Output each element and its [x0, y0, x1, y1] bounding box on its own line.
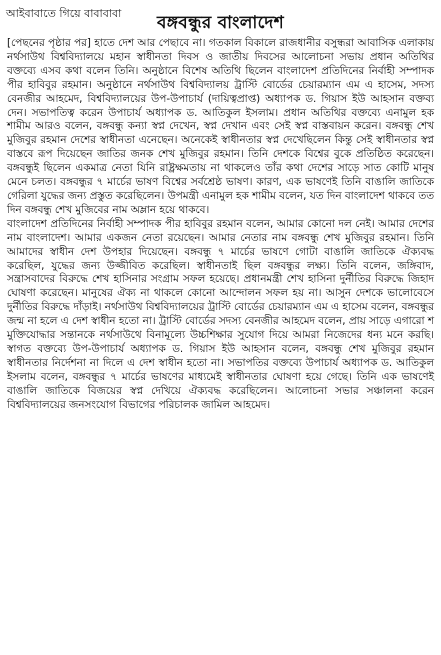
continuation-reference: [পেছনের পৃষ্ঠার পর]	[7, 37, 91, 49]
article-headline: বঙ্গবন্ধুর বাংলাদেশ	[156, 13, 285, 33]
article-body	[0, 37, 441, 412]
paragraph-text: বাংলাদেশ প্রতিদিনের নির্বাহী সম্পাদক পীর হাবিবুর রহমান বলেন, আমার কোনো দল নেই। আমার দেশের নাম বাংলাদেশ। আমার একজন নেতা রয়েছেন। আমার নেতার নাম বঙ্গবন্ধু শেখ মুজিবুর রহমান। তিনি আমাদের স্বাধীন দেশ উপহার দিয়েছেন। বঙ্গবন্ধু ৭ মার্চের ভাষণে গোটা বাঙালি জাতিকে ঐক্যবদ্ধ করেছিল, যুদ্ধের জন্য উজ্জীবিত করেছিল। স্বাধীনতাই ছিল বঙ্গবন্ধুর লক্ষ্য। তিনি বলেন, জঙ্গিবাদ, সন্ত্রাসবাদের বিরুদ্ধে শেখ হাসিনার সংগ্রাম সফল হয়েছে। প্রধানমন্ত্রী শেখ হাসিনা দুর্নীতির বিরুদ্ধে জিহাদ ঘোষণা করেছেন। মানুষের ঐক্য না থাকলে কোনো আন্দোলন সফল হয় না। আসুন দেশকে ভালোবেসে দুর্নীতির বিরুদ্ধে দাঁড়াই। নর্থসাউথ বিশ্ববিদ্যালয়ের ট্রাস্টি বোর্ডের চেয়ারম্যান এম এ হাসেম বলেন, বঙ্গবন্ধুর জন্ম না হলে এ দেশ স্বাধীন হতো না। ট্রাস্টি বোর্ডের সদস্য বেনজীর আহমেদ বলেন, প্রায় সাড়ে এগারো শ মুক্তিযোদ্ধার সন্তানকে নর্থসাউথে বিনামূল্যে উচ্চশিক্ষার সুযোগ দিয়ে আমরা নিজেদের ধন্য মনে করছি। স্বাগত বক্তব্যে উপ-উপাচার্য অধ্যাপক ড. গিয়াস ইউ আহসান বলেন, বঙ্গবন্ধু শেখ মুজিবুর রহমান স্বাধীনতার নির্দেশনা না দিলে এ দেশ স্বাধীন হতো না। সভাপতির বক্তব্যে উপাচার্য অধ্যাপক ড. আতিকুল ইসলাম বলেন, বঙ্গবন্ধুর ৭ মার্চের ভাষণের মাধ্যমেই স্বাধীনতার ঘোষণা হয়ে গেছে। তিনি এক ভাষণেই বাঙালি জাতিকে বিজয়ের স্বপ্ন দেখিয়ে ঐক্যবদ্ধ করেছিলেন। আলোচনা সভার সঞ্চালনা করেন বিশ্ববিদ্যালয়ের জনসংযোগ বিভাগের পরিচালক জামিল আহমেদ।	[7, 217, 434, 411]
paragraph-text: হাতে দেশ আর পেছাবে না। গতকাল বিকালে রাজধানীর বসুন্ধরা আবাসিক এলাকায় নর্থসাউথ বিশ্ববিদ্যালয়ে মহান স্বাধীনতা দিবস ও জাতীয় দিবসের আলোচনা সভায় প্রধান অতিথির বক্তব্যে এসব কথা বলেন তিনি। অনুষ্ঠানে বিশেষ অতিথি ছিলেন বাংলাদেশ প্রতিদিনের নির্বাহী সম্পাদক পীর হাবিবুর রহমান। অনুষ্ঠানে নর্থসাউথ বিশ্ববিদ্যালয় ট্রাস্টি বোর্ডের চেয়ারম্যান এম এ হাসেম, সদস্য বেনজীর আহমেদ, বিশ্ববিদ্যালয়ের উপ-উপাচার্য (দায়িত্বপ্রাপ্ত) অধ্যাপক ড. গিয়াস ইউ আহসান বক্তব্য দেন। সভাপতিত্ব করেন উপাচার্য অধ্যাপক ড. আতিকুল ইসলাম। প্রধান অতিথির বক্তব্যে এনামুল হক শামীম আরও বলেন, বঙ্গবন্ধু কন্যা স্বপ্ন দেখেন, স্বপ্ন দেখান এবং সেই স্বপ্ন বাস্তবায়ন করেন। বঙ্গবন্ধু শেখ মুজিবুর রহমান দেশের স্বাধীনতা এনেছেন। অনেকেই স্বাধীনতার স্বপ্ন দেখেছিলেন কিন্তু সেই স্বাধীনতার স্বপ্ন বাস্তবে রূপ দিয়েছেন জাতির জনক শেখ মুজিবুর রহমান। তিনি দেশকে বিশ্বের বুকে প্রতিষ্ঠিত করেছেন। বঙ্গবন্ধুই ছিলেন একমাত্র নেতা যিনি রাষ্ট্রক্ষমতায় না থাকলেও তাঁর কথা দেশের সাড়ে সাত কোটি মানুষ মেনে চলত। বঙ্গবন্ধুর ৭ মার্চের ভাষণ বিশ্বের সর্বশ্রেষ্ঠ ভাষণ। কারণ, এক ভাষণেই তিনি বাঙালি জাতিকে গেরিলা যুদ্ধের জন্য প্রস্তুত করেছিলেন। উপমন্ত্রী এনামুল হক শামীম বলেন, যত দিন বাংলাদেশ থাকবে তত দিন বঙ্গবন্ধু শেখ মুজিবের নাম অম্লান হয়ে থাকবে।	[7, 37, 434, 216]
cut-off-top-text: আইবাবাতে গিয়ে বাবাবাবা	[6, 7, 122, 20]
article-paragraph	[7, 37, 434, 218]
article-paragraph	[7, 218, 434, 413]
